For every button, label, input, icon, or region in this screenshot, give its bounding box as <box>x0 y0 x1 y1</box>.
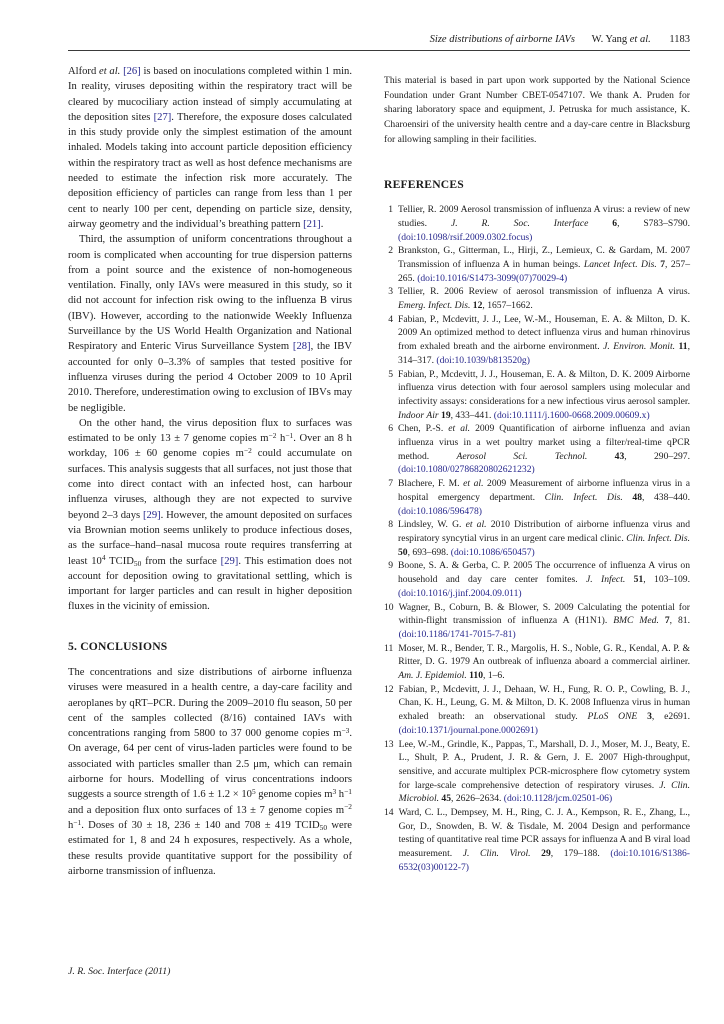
reference-text <box>398 518 690 559</box>
text-segment: , 438–440. <box>642 491 690 503</box>
reference-number: 4 <box>388 313 393 325</box>
styled-text: J. Environ. Monit. <box>603 341 676 353</box>
reference-item <box>384 422 690 477</box>
text-segment: , 1–6. <box>483 670 505 682</box>
citation-link[interactable]: [28] <box>292 341 311 353</box>
doi-link[interactable]: (doi:10.1016/S1386-6532(03)00122-7) <box>398 848 690 873</box>
text-segment: Wagner, B., Coburn, B. & Blower, S. 2009 Calculating the potential for within-flight transmission of influenza A (H1N1). <box>398 601 690 627</box>
text-segment <box>625 574 633 585</box>
reference-number: 7 <box>388 478 393 490</box>
two-column-layout <box>68 64 690 879</box>
text-segment: , 2626–2634. <box>451 793 504 805</box>
styled-text: −1 <box>344 787 352 797</box>
references-heading: REFERENCES <box>384 178 464 192</box>
reference-number: 8 <box>388 519 393 531</box>
styled-text: 51 <box>633 574 644 586</box>
styled-text: 11 <box>678 341 688 353</box>
reference-text <box>398 368 690 423</box>
reference-item <box>384 642 690 683</box>
doi-link[interactable]: (doi:10.1016/j.jinf.2004.09.011) <box>398 587 522 599</box>
text-segment: , 1657–1662. <box>482 300 533 312</box>
text-segment: . Doses of 30 ± 18, 236 ± 140 and 708 ± 419 TCID <box>81 819 320 831</box>
text-segment: from the surface <box>141 555 221 567</box>
doi-link[interactable]: (doi:10.1086/650457) <box>450 546 535 558</box>
doi-link[interactable]: (doi:10.1086/596478) <box>398 505 482 517</box>
styled-text: −2 <box>268 430 277 440</box>
text-segment: On the other hand, the virus deposition flux to surfaces was estimated to be only 13 ± 7 genome copies m <box>68 417 352 445</box>
reference-text <box>399 806 690 875</box>
text-segment: Fabian, P., Mcdevitt, J. J., Lee, W.-M., Houseman, E. A. & Milton, D. K. 2009 An optimized method to detect influenza virus and human rhinovirus from exhaled breath and the airborne environment. <box>398 313 690 353</box>
reference-item <box>384 244 690 285</box>
text-segment: Lindsley, W. G. <box>398 519 466 531</box>
text-segment <box>531 848 542 859</box>
text-segment: The concentrations and size distributions of airborne influenza viruses were measured in a health centre, a day-care facility and aeroplanes by qRT–PCR. During the 2009–2010 flu season, 50 per cent of the samples collected (8/16) contained IAVs with concentrations ranging from 5800 to 37 000 genome copies m <box>68 666 352 740</box>
text-segment: were estimated for 1, 8 and 24 h exposures, respectively. As a whole, these results provide quantitative support for the possibility of airborne transmission of influenza. <box>68 819 352 877</box>
styled-text: 50 <box>398 546 408 558</box>
styled-text: et al. <box>448 423 471 435</box>
page-number: 1183 <box>669 34 690 45</box>
text-segment: is based on inoculations completed within 1 min. In reality, viruses depositing within the respiratory tract will be cleared by mucociliary action instead of simply accumulating at the deposition sites <box>68 66 352 123</box>
styled-text: Am. J. Epidemiol. <box>398 670 467 682</box>
text-segment: TCID <box>105 555 134 567</box>
text-segment: . Over an 8 h workday, 106 ± 60 genome copies m <box>68 433 352 460</box>
reference-item <box>384 683 690 738</box>
reference-list <box>384 203 690 874</box>
text-segment: h <box>68 819 74 831</box>
reference-item <box>384 518 690 559</box>
reference-number: 13 <box>384 738 394 750</box>
running-etal: et al. <box>629 34 651 45</box>
text-segment: , S783–S790. <box>617 217 690 229</box>
styled-text: 50 <box>133 558 142 568</box>
styled-text: −1 <box>285 430 294 440</box>
styled-text: J. Clin. Virol. <box>462 848 531 860</box>
text-segment: Boone, S. A. & Gerba, C. P. 2005 The occurrence of influenza A virus on household and day care center fomites. <box>398 560 690 586</box>
text-segment: , 179–188. <box>550 848 611 860</box>
styled-text: 45 <box>441 793 452 805</box>
styled-text: Emerg. Infect. Dis. <box>398 300 471 312</box>
running-header <box>68 34 690 51</box>
reference-text <box>399 738 690 807</box>
reference-number: 11 <box>384 642 394 654</box>
text-segment: Fabian, P., Mcdevitt, J. J., Dehaan, W. H., Fung, R. O. P., Cowling, B. J., Chan, K. H., Leung, G. M. & Milton, D. K. 2008 Influenza virus in human exhaled breath: an observational study. <box>398 683 690 723</box>
reference-number: 5 <box>388 368 393 380</box>
text-segment: Lee, W.-M., Grindle, K., Pappas, T., Marshall, D. J., Moser, M. J., Beaty, E. L., Shult, P. A., Prudent, J. R. & Gern, J. E. 2007 High-throughput, sensitive, and accurate multiplex PCR-microsphere flow cytometry system for large-scale comprehensive detection of respiratory viruses. <box>398 738 690 791</box>
styled-text: 110 <box>469 670 484 682</box>
reference-text <box>398 313 690 368</box>
running-title: Size distributions of airborne IAVs <box>429 34 575 45</box>
doi-link[interactable]: (doi:10.1098/rsif.2009.0302.focus) <box>398 231 533 243</box>
citation-link[interactable]: [26] <box>123 66 141 77</box>
text-segment: , 433–441. <box>450 409 494 421</box>
reference-number: 3 <box>388 286 393 298</box>
right-column <box>384 64 690 879</box>
text-segment: h <box>336 789 345 801</box>
styled-text: 29 <box>541 848 551 860</box>
reference-text <box>398 422 690 477</box>
styled-text: Lancet Infect. Dis. <box>583 258 657 270</box>
reference-item <box>384 806 690 875</box>
text-segment <box>587 451 614 462</box>
styled-text: 19 <box>441 409 451 421</box>
reference-text <box>398 285 690 312</box>
text-segment: Third, the assumption of uniform concentrations throughout a room is complicated when accounting for true dispersion patterns from a point source and the existence of non-homogeneous ventilation. Finally, only IAVs were measured in this study, so it did not account for infection risk owing to the influenza B virus (IBV). However, according to the nationwide Weekly Influenza Surveillance by the US World Health Organization and National Respiratory and Enteric Virus Surveillance System <box>68 234 352 353</box>
text-segment: . On average, 64 per cent of virus-laden particles were found to be associated with particles smaller than 2.5 μm, which can remain airborne for hours. Modelling of virus concentrations indoors suggests a source strength of 1.6 ± 1.2 × 10 <box>68 728 352 801</box>
citation-link[interactable]: [29] <box>143 509 161 521</box>
text-segment <box>623 492 633 503</box>
reference-number: 2 <box>388 245 393 257</box>
styled-text: 12 <box>472 300 483 312</box>
styled-text: Indoor Air <box>398 409 439 421</box>
reference-item <box>384 313 690 368</box>
left-column <box>68 64 352 879</box>
reference-item <box>384 559 690 600</box>
styled-text: PLoS ONE <box>587 711 638 723</box>
paragraph <box>68 232 352 416</box>
styled-text: BMC Med. <box>613 615 659 627</box>
text-segment: . <box>320 218 324 230</box>
styled-text: 7 <box>660 258 665 270</box>
text-segment: Blachere, F. M. <box>398 478 464 490</box>
journal-footer: J. R. Soc. Interface (2011) <box>68 966 171 977</box>
doi-link[interactable]: (doi:10.1186/1741-7015-7-81) <box>398 628 516 640</box>
styled-text: J. Clin. Microbiol. <box>398 779 690 805</box>
paragraph <box>68 64 352 232</box>
styled-text: 5 <box>251 787 256 797</box>
reference-number: 9 <box>388 560 393 572</box>
text-segment: . Therefore, the exposure doses calculated in this study provide only the simplest estimation of the amount inhaled. Models taking into account particle deposition efficiency within the respiratory tract as well as host defence mechanisms are needed to estimate the infection risk more accurately. The deposition efficiency of particles can range from less than 1 per cent to nearly 100 per cent, depending on particle size, density, airway geometry and the individual’s breathing pattern <box>68 111 352 230</box>
text-segment: , 314–317. <box>398 341 691 366</box>
text-segment: . This estimation does not account for deposition owing to gravitational settling, which is important for larger particles and can result in higher deposition fluxes in the vicinity of emission. <box>68 555 352 613</box>
styled-text: et al. <box>99 66 121 77</box>
doi-link[interactable]: (doi:10.1371/journal.pone.0002691) <box>398 724 538 736</box>
styled-text: 50 <box>319 823 328 833</box>
reference-item <box>384 203 690 244</box>
styled-text: 3 <box>332 787 337 797</box>
page-content <box>68 34 690 879</box>
reference-number: 1 <box>388 204 393 216</box>
styled-text: 4 <box>101 553 106 563</box>
text-segment: 2010 Distribution of airborne influenza virus and respiratory syncytial virus in an urgent care medical clinic. <box>398 519 690 544</box>
styled-text: Aerosol Sci. Technol. <box>456 450 588 462</box>
styled-text: −1 <box>73 817 82 827</box>
reference-number: 10 <box>384 601 394 613</box>
styled-text: 43 <box>614 450 625 462</box>
text-segment: , 81. <box>669 615 690 627</box>
text-segment: , 257–265. <box>398 258 691 284</box>
styled-text: J. Infect. <box>585 574 626 586</box>
text-segment: Moser, M. R., Bender, T. R., Margolis, H. S., Noble, G. R., Kendal, A. P. & Ritter, D. G. 1979 An outbreak of influenza aboard a commercial airliner. <box>398 642 690 668</box>
styled-text: Clin. Infect. Dis. <box>544 491 623 503</box>
doi-link[interactable]: (doi:10.1039/b813520g) <box>436 354 530 366</box>
conclusions-heading: 5. CONCLUSIONS <box>68 639 168 653</box>
reference-text <box>398 203 690 244</box>
text-segment: Tellier, R. 2006 Review of aerosol transmission of influenza A virus. <box>398 286 690 298</box>
text-segment: 2009 Quantification of airborne influenza and avian influenza virus in a wet poultry market using a filter/real-time qPCR method. <box>398 423 690 462</box>
doi-link[interactable]: (doi:10.1128/jcm.02501-06) <box>503 793 613 805</box>
styled-text: 6 <box>612 217 618 229</box>
styled-text: Clin. Infect. Dis. <box>626 533 690 544</box>
reference-text <box>398 477 690 518</box>
text-segment <box>588 218 612 229</box>
text-segment: Ward, C. L., Dempsey, M. H., Ring, C. J. A., Kempson, R. E., Zhang, L., Gor, D., Snowden, B. W. & Tisdale, M. 2004 Design and performance testing of quantitative real time PCR assays for influenza A and B viral load measurement. <box>398 807 690 860</box>
text-segment: Chen, P.-S. <box>398 423 449 435</box>
styled-text: 48 <box>632 491 642 503</box>
text-segment: Tellier, R. 2009 Aerosol transmission of influenza A virus: a review of new studies. <box>398 204 690 229</box>
text-segment: 2009 Measurement of airborne influenza virus in a hospital emergency department. <box>398 478 691 503</box>
reference-item <box>384 285 690 312</box>
styled-text: et al. <box>465 519 487 531</box>
reference-item <box>384 368 690 423</box>
conclusions-paragraph <box>68 665 352 879</box>
styled-text: −2 <box>344 802 352 812</box>
text-segment <box>637 711 647 722</box>
text-segment: . However, the amount deposited on surfaces via Brownian motion seems unlikely to produce infectious doses, as the surface–hand–nasal mucosa route requires transferring at least 10 <box>68 509 352 567</box>
reference-text <box>398 559 690 600</box>
text-segment: and a deposition flux onto surfaces of 13 ± 7 genome copies m <box>68 804 345 816</box>
citation-link[interactable]: [21] <box>303 218 321 230</box>
text-segment: h <box>276 433 286 445</box>
running-authors: W. Yang <box>591 34 628 45</box>
styled-text: −3 <box>341 725 350 735</box>
text-segment: genome copies m <box>255 789 333 801</box>
text-segment: , 693–698. <box>407 546 451 558</box>
doi-link[interactable]: (doi:10.1080/02786820802621232) <box>398 464 535 476</box>
styled-text: 3 <box>647 711 652 723</box>
reference-item <box>384 601 690 642</box>
text-segment: Alford <box>68 66 100 77</box>
text-segment: Brankston, G., Gitterman, L., Hirji, Z., Lemieux, C. & Gardam, M. 2007 Transmission of influenza A in human beings. <box>398 245 690 270</box>
text-segment: could accumulate on surfaces. This analysis suggests that all surfaces, not just those that come into direct contact with an infected host, can harbour influenza viruses, although they are not expected to survive beyond 2–3 days <box>68 448 352 521</box>
reference-text <box>398 642 690 683</box>
text-segment: , 290–297. <box>624 450 690 462</box>
styled-text: −2 <box>243 446 252 456</box>
styled-text: J. R. Soc. Interface <box>450 217 589 229</box>
doi-link[interactable]: (doi:10.1016/S1473-3099(07)70029-4) <box>417 272 568 284</box>
acknowledgements-paragraph: This material is based in part upon work supported by the National Science Foundation under Grant Number CBET-0547107. We thank A. Pruden for sharing laboratory space and equipment, J. Petruska for much assistance, K. Charoensiri of the university health centre and a day-care centre in Blacksburg for allowing sampling in their facilities. <box>384 74 690 146</box>
citation-link[interactable]: [27] <box>153 111 172 123</box>
reference-number: 14 <box>384 807 394 819</box>
text-segment: Fabian, P., Mcdevitt, J. J., Houseman, E. A. & Milton, D. K. 2009 Airborne influenza virus detection with four aerosol samplers using molecular and infectivity assays: considerations for a new infectious virus aerosol sampler. <box>398 368 691 407</box>
text-segment: , 103–109. <box>643 574 691 586</box>
reference-number: 12 <box>384 683 394 695</box>
reference-text <box>399 683 690 738</box>
doi-link[interactable]: (doi:10.1111/j.1600-0668.2009.00609.x) <box>493 409 650 421</box>
reference-item <box>384 477 690 518</box>
styled-text: et al. <box>463 478 484 490</box>
reference-text <box>399 601 690 642</box>
text-segment: , e2691. <box>651 711 690 723</box>
paragraph <box>68 416 352 615</box>
text-segment: , the IBV accounted for only 0–3.3% of samples that tested positive for influenza viruses during the period 4 October 2009 to 10 April 2010. Therefore, underestimation owing to exclusion of IBVs may be negligible. <box>68 341 352 414</box>
discussion-paragraphs <box>68 64 352 615</box>
reference-number: 6 <box>388 423 393 435</box>
styled-text: 7 <box>664 615 670 627</box>
reference-text <box>398 244 690 285</box>
citation-link[interactable]: [29] <box>220 555 239 567</box>
reference-item <box>384 738 690 807</box>
